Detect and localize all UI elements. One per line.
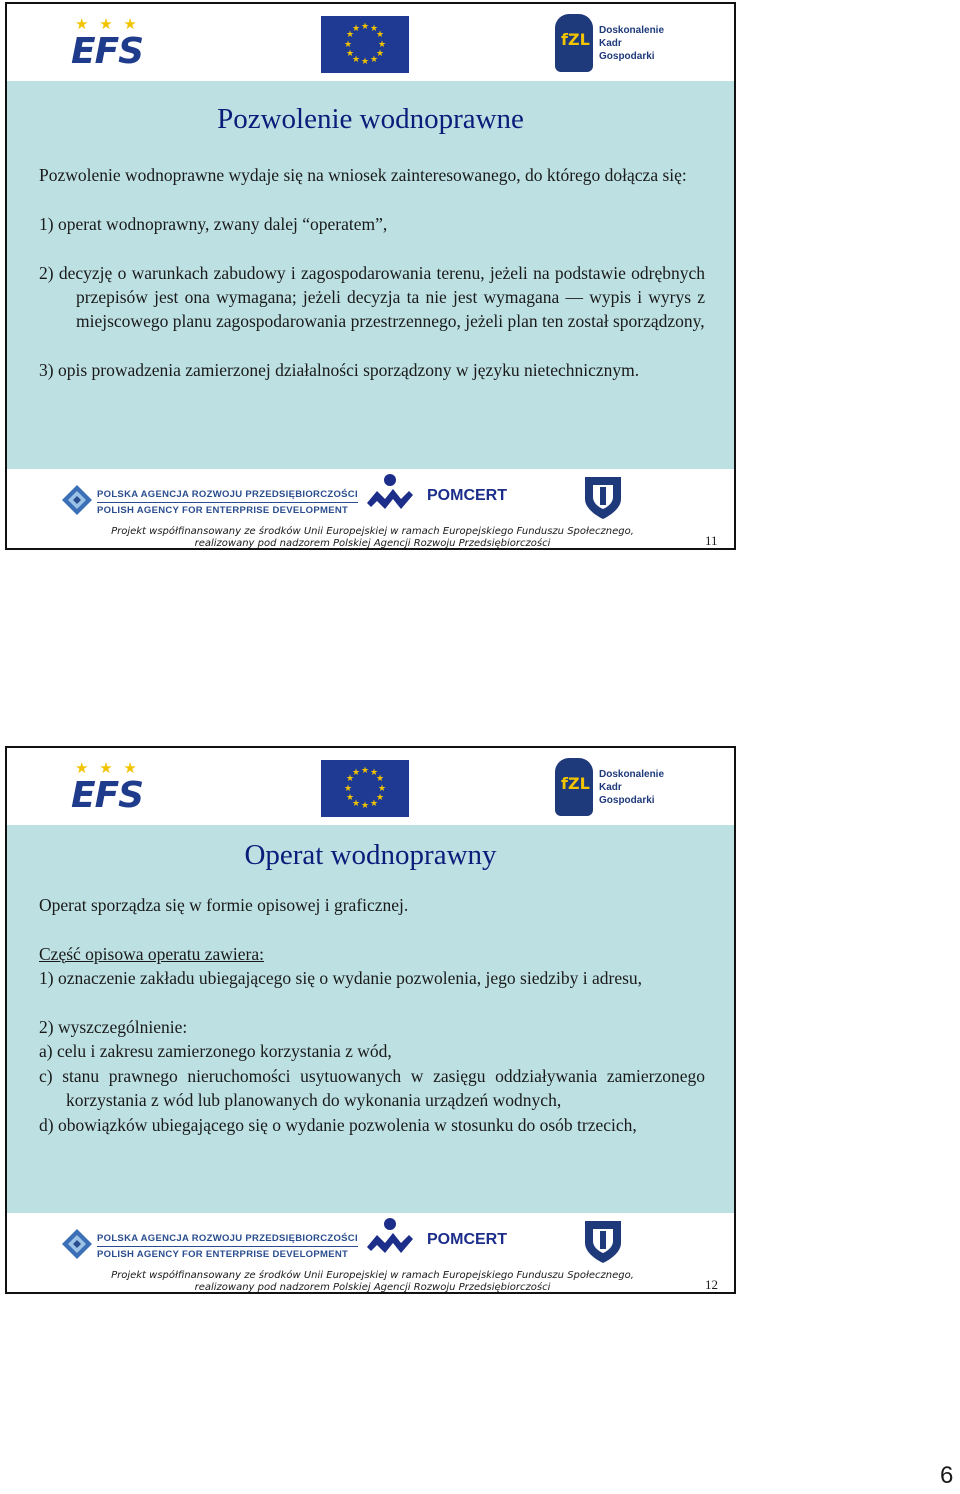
eu-flag-icon <box>321 16 409 73</box>
svg-text:★: ★ <box>351 799 361 809</box>
pomcert-figure-icon <box>363 1217 415 1263</box>
svg-text:★: ★ <box>345 49 355 59</box>
eu-flag-icon <box>321 760 409 817</box>
slide-11 <box>5 2 736 550</box>
slide-12 <box>5 746 736 1294</box>
svg-text:★: ★ <box>345 774 355 784</box>
slide-body <box>39 893 705 1137</box>
section-label: Część opisowa operatu zawiera: <box>39 943 264 964</box>
pomcert-figure-icon <box>363 473 415 519</box>
list-item: a) celu i zakresu zamierzonego korzystania z wód, <box>39 1041 392 1062</box>
dkg-logo-text: Doskonalenie Kadr Gospodarki <box>599 25 665 62</box>
efs-logo <box>67 14 162 76</box>
svg-text:★: ★ <box>360 766 370 776</box>
dkg-logo <box>555 758 675 818</box>
svg-text:★: ★ <box>369 768 379 778</box>
efs-logo-text: EFS <box>71 31 144 72</box>
star-icon: ★ ★ ★ <box>75 759 140 777</box>
efs-logo <box>67 758 162 820</box>
svg-text:★: ★ <box>375 49 385 59</box>
list-item: 2) decyzję o warunkach zabudowy i zagospodarowania terenu, jeżeli na podstawie odrębnych przepisów jest ona wymagana; jeżeli decyzja ta nie jest wymagana — wypis i wyrys z miejscowego planu zagospodarowania przestrzennego, jeżeli plan ten został sporządzony, <box>39 262 705 332</box>
pomcert-logo-text: POMCERT <box>427 1231 507 1248</box>
svg-text:★: ★ <box>375 774 385 784</box>
parp-name-pl: POLSKA AGENCJA ROZWOJU PRZEDSIĘBIORCZOŚCI <box>97 489 358 503</box>
cofinancing-note: Projekt współfinansowany ze środków Unii Europejskiej w ramach Europejskiego Funduszu Społecznego, realizowany pod nadzorem Polskiej Agencji Rozwoju Przedsiębiorczości <box>111 1270 634 1293</box>
slide-title: Operat wodnoprawny <box>244 839 497 871</box>
cofinancing-note: Projekt współfinansowany ze środków Unii Europejskiej w ramach Europejskiego Funduszu Społecznego, realizowany pod nadzorem Polskiej Agencji Rozwoju Przedsiębiorczości <box>111 526 634 549</box>
svg-text:★: ★ <box>377 784 387 794</box>
svg-text:★: ★ <box>360 22 370 32</box>
gdansk-university-crest-icon <box>579 473 627 521</box>
svg-text:★: ★ <box>375 30 385 40</box>
svg-text:★: ★ <box>345 793 355 803</box>
svg-text:★: ★ <box>369 24 379 34</box>
slide-footer <box>7 1213 734 1294</box>
slide-content <box>7 825 734 1213</box>
parp-logo <box>61 484 358 520</box>
list-item: 1) oznaczenie zakładu ubiegającego się o wydanie pozwolenia, jego siedziby i adresu, <box>39 968 643 989</box>
list-item: 2) wyszczególnienie: <box>39 1017 188 1037</box>
list-item: 3) opis prowadzenia zamierzonej działalności sporządzony w języku nietechnicznym. <box>39 360 640 381</box>
page-number: 12 <box>705 1277 718 1292</box>
slide-footer <box>7 469 734 550</box>
slide-content <box>7 81 734 469</box>
svg-text:★: ★ <box>351 55 361 65</box>
svg-text:★: ★ <box>360 801 370 811</box>
svg-text:★: ★ <box>369 799 379 809</box>
slide-body <box>39 163 705 383</box>
list-item: c) stanu prawnego nieruchomości usytuowanych w zasięgu oddziaływania zamierzonego korzystania z wód lub planowanych do wykonania urządzeń wodnych, <box>39 1065 705 1111</box>
svg-text:★: ★ <box>343 784 353 794</box>
list-item: 1) operat wodnoprawny, zwany dalej “operatem”, <box>39 213 388 234</box>
slide-header <box>7 748 734 825</box>
svg-text:★: ★ <box>351 768 361 778</box>
dkg-logo-text: Doskonalenie Kadr Gospodarki <box>599 769 665 806</box>
intro-paragraph: Pozwolenie wodnoprawne wydaje się na wniosek zainteresowanego, do którego dołącza się: <box>39 165 687 185</box>
parp-logo <box>61 1228 358 1264</box>
svg-text:★: ★ <box>343 40 353 50</box>
dkg-logo <box>555 14 675 74</box>
efs-logo-text: EFS <box>71 775 144 816</box>
page-number: 11 <box>705 533 718 548</box>
svg-text:★: ★ <box>377 40 387 50</box>
dkg-emblem-icon: fZL <box>555 14 593 72</box>
svg-text:★: ★ <box>369 55 379 65</box>
parp-name-en: POLISH AGENCY FOR ENTERPRISE DEVELOPMENT <box>97 1249 349 1260</box>
intro-paragraph: Operat sporządza się w formie opisowej i graficznej. <box>39 895 409 915</box>
gdansk-university-crest-icon <box>579 1217 627 1265</box>
list-item: d) obowiązków ubiegającego się o wydanie pozwolenia w stosunku do osób trzecich, <box>39 1114 637 1135</box>
parp-emblem-icon <box>61 1228 93 1260</box>
parp-name-pl: POLSKA AGENCJA ROZWOJU PRZEDSIĘBIORCZOŚCI <box>97 1233 358 1247</box>
svg-text:★: ★ <box>351 24 361 34</box>
svg-text:★: ★ <box>360 57 370 67</box>
pomcert-logo-text: POMCERT <box>427 487 507 504</box>
parp-name-en: POLISH AGENCY FOR ENTERPRISE DEVELOPMENT <box>97 505 349 516</box>
star-icon: ★ ★ ★ <box>75 15 140 33</box>
dkg-emblem-icon: fZL <box>555 758 593 816</box>
slide-title: Pozwolenie wodnoprawne <box>217 103 524 135</box>
sheet-page-number: 6 <box>940 1462 954 1489</box>
slide-header <box>7 4 734 81</box>
svg-text:★: ★ <box>375 793 385 803</box>
svg-text:★: ★ <box>345 30 355 40</box>
parp-emblem-icon <box>61 484 93 516</box>
